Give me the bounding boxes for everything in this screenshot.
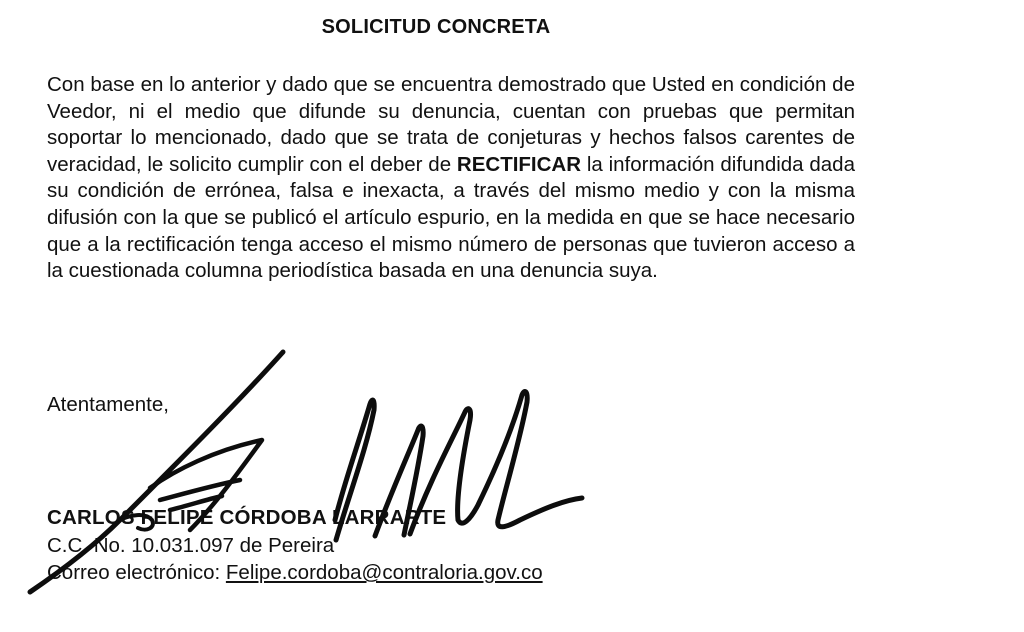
paragraph-text-part2: la información difundida dada su condición de errónea, falsa e inexacta, a través del mismo medio y con la misma difusión con la que se publicó el artículo espurio, en la medida en que se hace necesario que a la rectificación tenga acceso el mismo número de personas que tuvieron acceso a la cuestionada columna periodística basada en una denuncia suya.: [47, 152, 855, 283]
section-heading: SOLICITUD CONCRETA: [321, 16, 551, 38]
signature-block: [47, 504, 543, 587]
paragraph-text-part1: Con base en lo anterior y dado que se encuentra demostrado que Usted en condición de Veedor, ni el medio que difunde su denuncia, cuentan con pruebas que permitan soportar lo mencionado, dado que se trata de conjeturas y hechos falsos carentes de veracidad, le solicito cumplir con el deber de: [47, 73, 855, 176]
signatory-email-line: [47, 559, 543, 587]
signatory-name: CARLOS FELIPE CÓRDOBA LARRARTE: [47, 506, 447, 529]
paragraph-emphasis: RECTIFICAR: [456, 152, 582, 176]
request-paragraph: [47, 72, 855, 285]
signatory-id: C.C. No. 10.031.097 de Pereira: [47, 533, 335, 557]
email-link[interactable]: Felipe.cordoba@contraloria.gov.co: [225, 561, 543, 584]
closing-salutation: Atentamente,: [47, 393, 169, 416]
email-label: Correo electrónico:: [47, 561, 226, 584]
